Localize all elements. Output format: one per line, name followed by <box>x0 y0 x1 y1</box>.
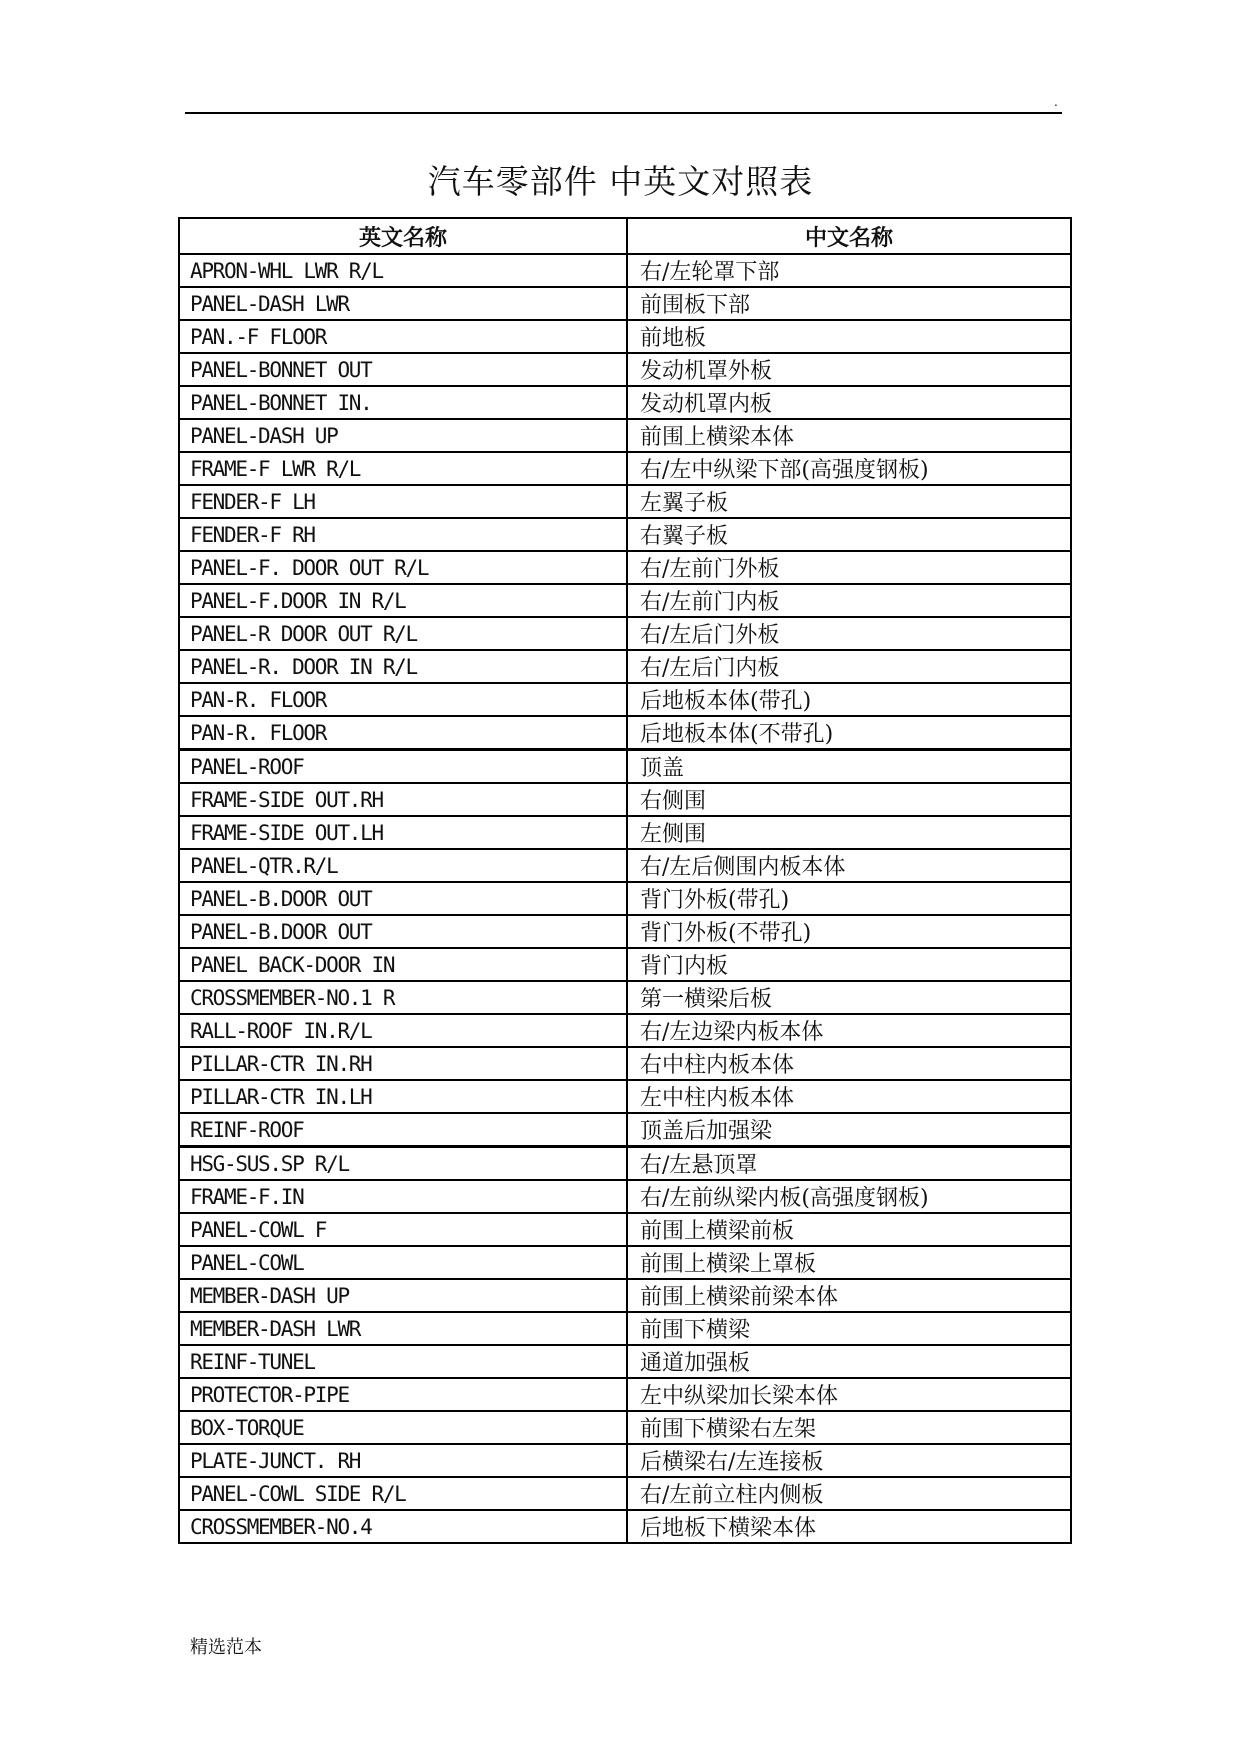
chinese-name-cell: 右/左前纵梁内板(高强度钢板) <box>627 1180 1071 1213</box>
chinese-name-cell: 左翼子板 <box>627 485 1071 518</box>
english-name-cell: PANEL-F. DOOR OUT R/L <box>179 551 627 584</box>
table-row <box>179 783 1071 816</box>
table-row <box>179 1411 1071 1444</box>
table-row <box>179 1246 1071 1279</box>
english-name-cell: PAN.-F FLOOR <box>179 320 627 353</box>
table-row <box>179 650 1071 683</box>
chinese-name-cell: 通道加强板 <box>627 1345 1071 1378</box>
english-name-cell: MEMBER-DASH UP <box>179 1279 627 1312</box>
table-row <box>179 915 1071 948</box>
english-name-cell: PANEL-R. DOOR IN R/L <box>179 650 627 683</box>
table-row <box>179 1113 1071 1147</box>
english-name-cell: PANEL-F.DOOR IN R/L <box>179 584 627 617</box>
chinese-name-cell: 第一横梁后板 <box>627 981 1071 1014</box>
english-name-cell: PAN-R. FLOOR <box>179 683 627 716</box>
english-name-cell: PANEL-DASH UP <box>179 419 627 452</box>
table-row <box>179 750 1071 784</box>
chinese-name-cell: 右/左前立柱内侧板 <box>627 1477 1071 1510</box>
chinese-name-cell: 前围板下部 <box>627 287 1071 320</box>
parts-table <box>178 217 1072 1544</box>
english-name-cell: PANEL-B.DOOR OUT <box>179 915 627 948</box>
table-row <box>179 254 1071 287</box>
table-row <box>179 1080 1071 1113</box>
table-row <box>179 948 1071 981</box>
table-row <box>179 1345 1071 1378</box>
english-name-cell: BOX-TORQUE <box>179 1411 627 1444</box>
table-row <box>179 320 1071 353</box>
chinese-name-cell: 顶盖 <box>627 750 1071 784</box>
table-row <box>179 1477 1071 1510</box>
table-row <box>179 1213 1071 1246</box>
chinese-name-cell: 后地板本体(不带孔) <box>627 716 1071 750</box>
table-row <box>179 1014 1071 1047</box>
chinese-name-cell: 前围上横梁前梁本体 <box>627 1279 1071 1312</box>
english-name-cell: PILLAR-CTR IN.RH <box>179 1047 627 1080</box>
table-row <box>179 716 1071 750</box>
chinese-name-cell: 背门外板(带孔) <box>627 882 1071 915</box>
table-row <box>179 1047 1071 1080</box>
english-name-cell: APRON-WHL LWR R/L <box>179 254 627 287</box>
table-row <box>179 1444 1071 1477</box>
chinese-name-cell: 左中纵梁加长梁本体 <box>627 1378 1071 1411</box>
english-name-cell: PANEL-COWL F <box>179 1213 627 1246</box>
chinese-name-cell: 后横梁右/左连接板 <box>627 1444 1071 1477</box>
english-name-cell: FENDER-F RH <box>179 518 627 551</box>
english-name-cell: PANEL BACK-DOOR IN <box>179 948 627 981</box>
english-name-cell: PANEL-ROOF <box>179 750 627 784</box>
table-row <box>179 1312 1071 1345</box>
english-name-cell: FRAME-F.IN <box>179 1180 627 1213</box>
chinese-name-cell: 前围上横梁上罩板 <box>627 1246 1071 1279</box>
chinese-name-cell: 右/左前门外板 <box>627 551 1071 584</box>
english-name-cell: PANEL-R DOOR OUT R/L <box>179 617 627 650</box>
table-row <box>179 1147 1071 1181</box>
table-row <box>179 1378 1071 1411</box>
table-row <box>179 287 1071 320</box>
chinese-name-cell: 右翼子板 <box>627 518 1071 551</box>
english-name-cell: MEMBER-DASH LWR <box>179 1312 627 1345</box>
column-header-english: 英文名称 <box>179 218 627 254</box>
chinese-name-cell: 左中柱内板本体 <box>627 1080 1071 1113</box>
table-row <box>179 518 1071 551</box>
english-name-cell: CROSSMEMBER-NO.1 R <box>179 981 627 1014</box>
english-name-cell: REINF-TUNEL <box>179 1345 627 1378</box>
table-row <box>179 386 1071 419</box>
english-name-cell: PANEL-BONNET OUT <box>179 353 627 386</box>
header-mark: . <box>1054 95 1058 109</box>
table-row <box>179 617 1071 650</box>
chinese-name-cell: 前围下横梁右左架 <box>627 1411 1071 1444</box>
chinese-name-cell: 后地板本体(带孔) <box>627 683 1071 716</box>
document-title: 汽车零部件 中英文对照表 <box>427 162 814 201</box>
english-name-cell: PANEL-QTR.R/L <box>179 849 627 882</box>
table-row <box>179 1180 1071 1213</box>
column-header-chinese: 中文名称 <box>627 218 1071 254</box>
table-row <box>179 1279 1071 1312</box>
english-name-cell: FRAME-SIDE OUT.RH <box>179 783 627 816</box>
english-name-cell: FRAME-F LWR R/L <box>179 452 627 485</box>
table-row <box>179 419 1071 452</box>
chinese-name-cell: 前围上横梁前板 <box>627 1213 1071 1246</box>
chinese-name-cell: 右/左轮罩下部 <box>627 254 1071 287</box>
table-row <box>179 485 1071 518</box>
english-name-cell: HSG-SUS.SP R/L <box>179 1147 627 1181</box>
chinese-name-cell: 发动机罩内板 <box>627 386 1071 419</box>
chinese-name-cell: 背门内板 <box>627 948 1071 981</box>
chinese-name-cell: 右/左后门外板 <box>627 617 1071 650</box>
table-body <box>179 254 1071 1543</box>
table-row <box>179 816 1071 849</box>
table-row <box>179 452 1071 485</box>
chinese-name-cell: 前地板 <box>627 320 1071 353</box>
chinese-name-cell: 右/左中纵梁下部(高强度钢板) <box>627 452 1071 485</box>
english-name-cell: PANEL-BONNET IN. <box>179 386 627 419</box>
chinese-name-cell: 前围下横梁 <box>627 1312 1071 1345</box>
chinese-name-cell: 右中柱内板本体 <box>627 1047 1071 1080</box>
table-row <box>179 584 1071 617</box>
english-name-cell: REINF-ROOF <box>179 1113 627 1147</box>
english-name-cell: PANEL-COWL <box>179 1246 627 1279</box>
chinese-name-cell: 右/左悬顶罩 <box>627 1147 1071 1181</box>
chinese-name-cell: 后地板下横梁本体 <box>627 1510 1071 1543</box>
english-name-cell: CROSSMEMBER-NO.4 <box>179 1510 627 1543</box>
english-name-cell: PANEL-COWL SIDE R/L <box>179 1477 627 1510</box>
header-rule <box>185 112 1062 114</box>
chinese-name-cell: 发动机罩外板 <box>627 353 1071 386</box>
chinese-name-cell: 右/左后侧围内板本体 <box>627 849 1071 882</box>
table-row <box>179 551 1071 584</box>
chinese-name-cell: 顶盖后加强梁 <box>627 1113 1071 1147</box>
table-header-row <box>179 218 1071 254</box>
english-name-cell: PLATE-JUNCT. RH <box>179 1444 627 1477</box>
table-row <box>179 1510 1071 1543</box>
chinese-name-cell: 右/左边梁内板本体 <box>627 1014 1071 1047</box>
table-row <box>179 683 1071 716</box>
english-name-cell: FRAME-SIDE OUT.LH <box>179 816 627 849</box>
footer-label: 精选范本 <box>190 1637 262 1658</box>
english-name-cell: PAN-R. FLOOR <box>179 716 627 750</box>
table-row <box>179 353 1071 386</box>
chinese-name-cell: 右侧围 <box>627 783 1071 816</box>
table-row <box>179 849 1071 882</box>
english-name-cell: PANEL-B.DOOR OUT <box>179 882 627 915</box>
english-name-cell: PILLAR-CTR IN.LH <box>179 1080 627 1113</box>
chinese-name-cell: 前围上横梁本体 <box>627 419 1071 452</box>
chinese-name-cell: 左侧围 <box>627 816 1071 849</box>
table-row <box>179 981 1071 1014</box>
chinese-name-cell: 右/左后门内板 <box>627 650 1071 683</box>
english-name-cell: PROTECTOR-PIPE <box>179 1378 627 1411</box>
english-name-cell: PANEL-DASH LWR <box>179 287 627 320</box>
english-name-cell: RALL-ROOF IN.R/L <box>179 1014 627 1047</box>
english-name-cell: FENDER-F LH <box>179 485 627 518</box>
chinese-name-cell: 背门外板(不带孔) <box>627 915 1071 948</box>
chinese-name-cell: 右/左前门内板 <box>627 584 1071 617</box>
table-row <box>179 882 1071 915</box>
